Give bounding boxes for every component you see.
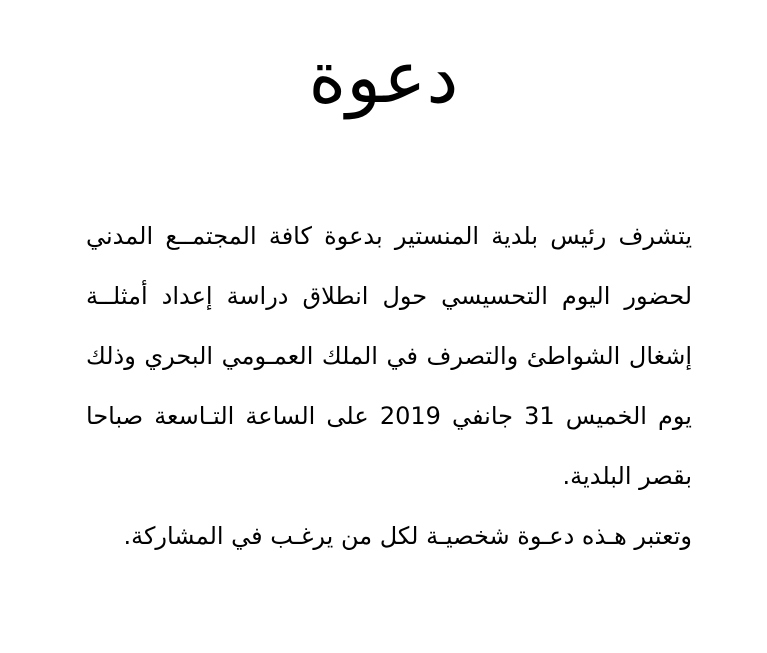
- invitation-closing: وتعتبر هـذه دعـوة شخصيـة لكل من يرغـب في المشاركة.: [123, 522, 692, 550]
- invitation-body: يتشرف رئيس بلدية المنستير بدعوة كافة المجتمــع المدني لحضور اليوم التحسيسي حول انطلاق دراسة إعداد أمثلــة إشغال الشواطئ والتصرف في الملك العمـومي البحري وذلك يوم الخميس 31 جانفي 2019 على الساعة التـاسعة صباحا بقصر البلدية.: [86, 222, 692, 490]
- invitation-title: دعوة: [308, 35, 459, 119]
